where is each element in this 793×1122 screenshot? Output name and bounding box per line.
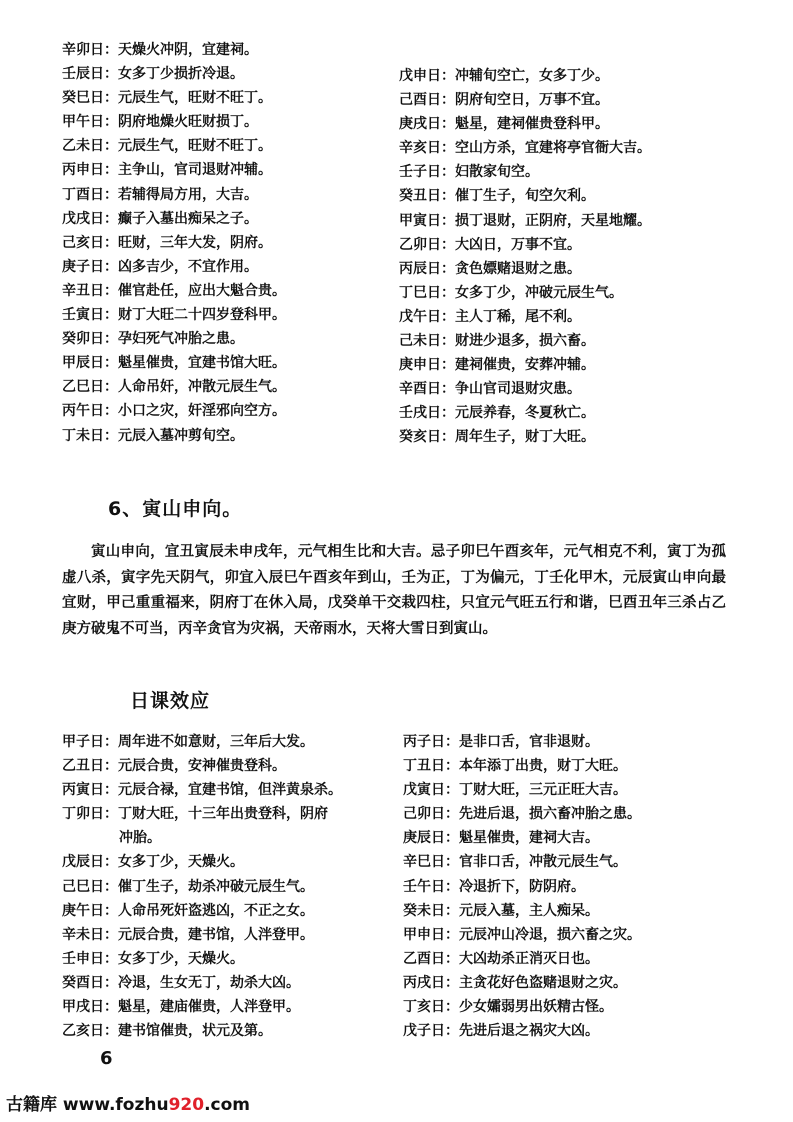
section-paragraph: 寅山申向，宜丑寅辰未申戌年，元气相生比和大吉。忌子卯巳午酉亥年，元气相克不利，寅丁为孤虚八杀，寅字先天阴气，卯宜入辰巳午酉亥年到山，壬为正，丁为偏元，丁壬化甲木，元辰寅山申向最宜财，甲己重重福来，阴府丁在休入局，戊癸单干交栽四柱，只宜元气旺五行和谐，巳酉丑年三杀占乙庚方破鬼不可当，丙辛贪官为灾祸，天帝雨水，天将大雪日到寅山。	[62, 544, 726, 637]
entry-line: 乙卯日：大凶日，万事不宜。	[399, 236, 581, 253]
entry-line: 甲辰日：魁星催贵，宜建书馆大旺。	[62, 355, 286, 372]
entry-line: 壬戌日：元辰养春，冬夏秋亡。	[399, 405, 595, 422]
entry-line: 丁未日：元辰入墓冲剪旬空。	[62, 427, 244, 444]
entry-line: 庚辰日：魁星催贵，建祠大吉。	[403, 830, 599, 847]
watermark-url-suffix: .com	[204, 1095, 251, 1115]
entry-line: 庚午日：人命吊死奸盗逃凶，不正之女。	[62, 902, 314, 919]
entry-line: 癸卯日：孕妇死气冲胎之患。	[62, 331, 244, 348]
entry-line: 庚子日：凶多吉少，不宜作用。	[62, 258, 258, 275]
entry-line: 壬子日：妇散家旬空。	[399, 164, 539, 181]
entry-line: 癸巳日：元辰生气，旺财不旺丁。	[62, 90, 272, 107]
entry-line: 甲寅日：损丁退财，正阴府，天星地耀。	[399, 212, 651, 229]
watermark-url-digits: 920	[168, 1095, 205, 1115]
entry-line: 丙子日：是非口舌，官非退财。	[403, 734, 599, 750]
watermark-site-name: 古籍库	[6, 1095, 57, 1115]
entry-line: 乙丑日：元辰合贵，安神催贵登科。	[62, 758, 286, 775]
entry-line: 壬申日：女多丁少，天燥火。	[62, 950, 244, 967]
entry-line: 乙酉日：大凶劫杀正消灭日也。	[403, 950, 599, 967]
entry-line: 己亥日：旺财，三年大发，阴府。	[62, 234, 272, 251]
entry-line: 丁亥日：少女孀弱男出妖精古怪。	[403, 999, 613, 1016]
entry-line: 戊申日：冲辅旬空亡，女多丁少。	[399, 68, 609, 84]
entry-line: 丙寅日：元辰合禄，宜建书馆，但泮黄泉杀。	[62, 782, 342, 799]
watermark-url-prefix: www.fozhu	[62, 1095, 169, 1115]
watermark	[6, 1090, 250, 1115]
sub-heading: 日课效应	[130, 690, 211, 712]
entry-line: 冲胎。	[119, 830, 161, 847]
top-right-column	[399, 64, 651, 450]
entry-line: 乙巳日：人命吊奸，冲散元辰生气。	[62, 379, 286, 396]
entry-line: 戊寅日：丁财大旺，三元正旺大吉。	[403, 782, 627, 799]
bottom-right-column	[403, 730, 641, 1043]
entry-line: 乙未日：元辰生气，旺财不旺丁。	[62, 138, 272, 155]
entry-line: 丁丑日：本年添丁出贵，财丁大旺。	[403, 758, 627, 775]
entry-line: 辛卯日：天燥火冲阴，宜建祠。	[62, 42, 258, 58]
entry-line: 壬辰日：女多丁少损折冷退。	[62, 66, 244, 83]
entry-line: 甲申日：元辰冲山冷退，损六畜之灾。	[403, 926, 641, 943]
entry-line: 乙亥日：建书馆催贵，状元及第。	[62, 1023, 272, 1040]
entry-line: 戊辰日：女多丁少，天燥火。	[62, 854, 244, 871]
entry-line: 癸亥日：周年生子，财丁大旺。	[399, 429, 595, 446]
entry-line: 甲戌日：魁星，建庙催贵，人泮登甲。	[62, 999, 300, 1016]
entry-line: 癸酉日：冷退，生女无丁，劫杀大凶。	[62, 974, 300, 991]
entry-line: 己卯日：先进后退，损六畜冲胎之患。	[403, 806, 641, 823]
entry-line: 辛丑日：催官赴任，应出大魁合贵。	[62, 282, 286, 299]
entry-line: 丙申日：主争山，官司退财冲辅。	[62, 162, 272, 179]
entry-line: 甲午日：阴府地燥火旺财损丁。	[62, 114, 258, 131]
entry-line: 戊戌日：癫子入墓出痴呆之子。	[62, 210, 258, 227]
entry-line: 辛酉日：争山官司退财灾患。	[399, 381, 581, 398]
entry-line: 癸丑日：催丁生子，旬空欠利。	[399, 188, 595, 205]
entry-line: 辛未日：元辰合贵，建书馆，人泮登甲。	[62, 926, 314, 943]
bottom-left-column	[62, 730, 342, 1043]
entry-line: 辛亥日：空山方杀，宜建将亭官衙大吉。	[399, 140, 651, 157]
entry-line: 辛巳日：官非口舌，冲散元辰生气。	[403, 854, 627, 871]
entry-line: 甲子日：周年进不如意财，三年后大发。	[62, 734, 314, 750]
entry-line: 戊子日：先进后退之祸灾大凶。	[403, 1023, 599, 1040]
entry-line: 己未日：财进少退多，损六畜。	[399, 333, 595, 350]
entry-line: 庚申日：建祠催贵，安葬冲辅。	[399, 357, 595, 374]
entry-line: 壬午日：冷退折下，防阴府。	[403, 878, 585, 895]
top-left-column	[62, 38, 286, 448]
entry-line: 庚戌日：魁星，建祠催贵登科甲。	[399, 116, 609, 133]
entry-line: 丙午日：小口之灾，奸淫邪向空方。	[62, 403, 286, 420]
entry-line: 丁酉日：若辅得局方用，大吉。	[62, 186, 258, 203]
entry-line: 丁卯日：丁财大旺，十三年出贵登科，阴府	[62, 806, 328, 823]
entry-line: 己酉日：阴府旬空日，万事不宜。	[399, 92, 609, 109]
entry-line: 戊午日：主人丁稀，尾不利。	[399, 308, 581, 325]
entry-line: 壬寅日：财丁大旺二十四岁登科甲。	[62, 307, 286, 324]
entry-line: 丙辰日：贪色嫖赌退财之患。	[399, 260, 581, 277]
entry-line: 己巳日：催丁生子，劫杀冲破元辰生气。	[62, 878, 314, 895]
section-heading: 6、寅山申向。	[108, 498, 243, 520]
page-number: 6	[100, 1048, 113, 1069]
entry-line: 癸未日：元辰入墓，主人痴呆。	[403, 902, 599, 919]
entry-line: 丙戌日：主贪花好色盗赌退财之灾。	[403, 974, 627, 991]
entry-line: 丁巳日：女多丁少，冲破元辰生气。	[399, 284, 623, 301]
